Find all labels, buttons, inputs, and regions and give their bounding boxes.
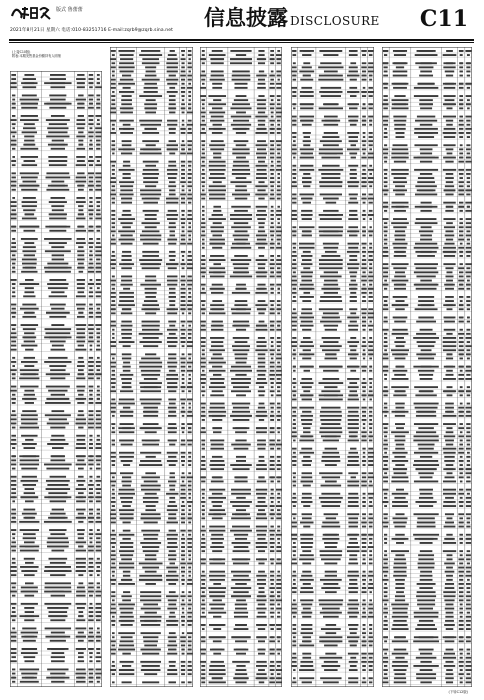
editor-line: 版式 鲁蕾蕾 [56,7,83,13]
dateline: 2021年8月21日 星期六 电话:010-83251716 E-mail:zqrb9@zqrb.sina.net [10,28,173,33]
continued-from-note: (上接C10版) [12,50,31,54]
table-column-1 [10,47,102,687]
table-heading [12,50,102,58]
section-title [204,6,380,33]
section-title-cn: 信息披露 [204,5,288,30]
table-column-4 [291,47,374,687]
table-column-3 [200,47,282,687]
section-title-en: DISCLOSURE [290,14,380,28]
logo-calligraphy-icon [10,4,52,22]
newspaper-logo [10,4,52,22]
masthead-rule-thin [9,42,474,43]
continued-on-note: (下转C12版) [448,690,468,694]
table-column-2 [110,47,193,687]
masthead [0,0,484,44]
table-column-5 [382,47,472,687]
table-subtitle: 附表:本期发售基金份额持有人明细 [12,54,61,58]
page-number: C11 [419,6,468,32]
masthead-rule-thick [9,39,474,41]
